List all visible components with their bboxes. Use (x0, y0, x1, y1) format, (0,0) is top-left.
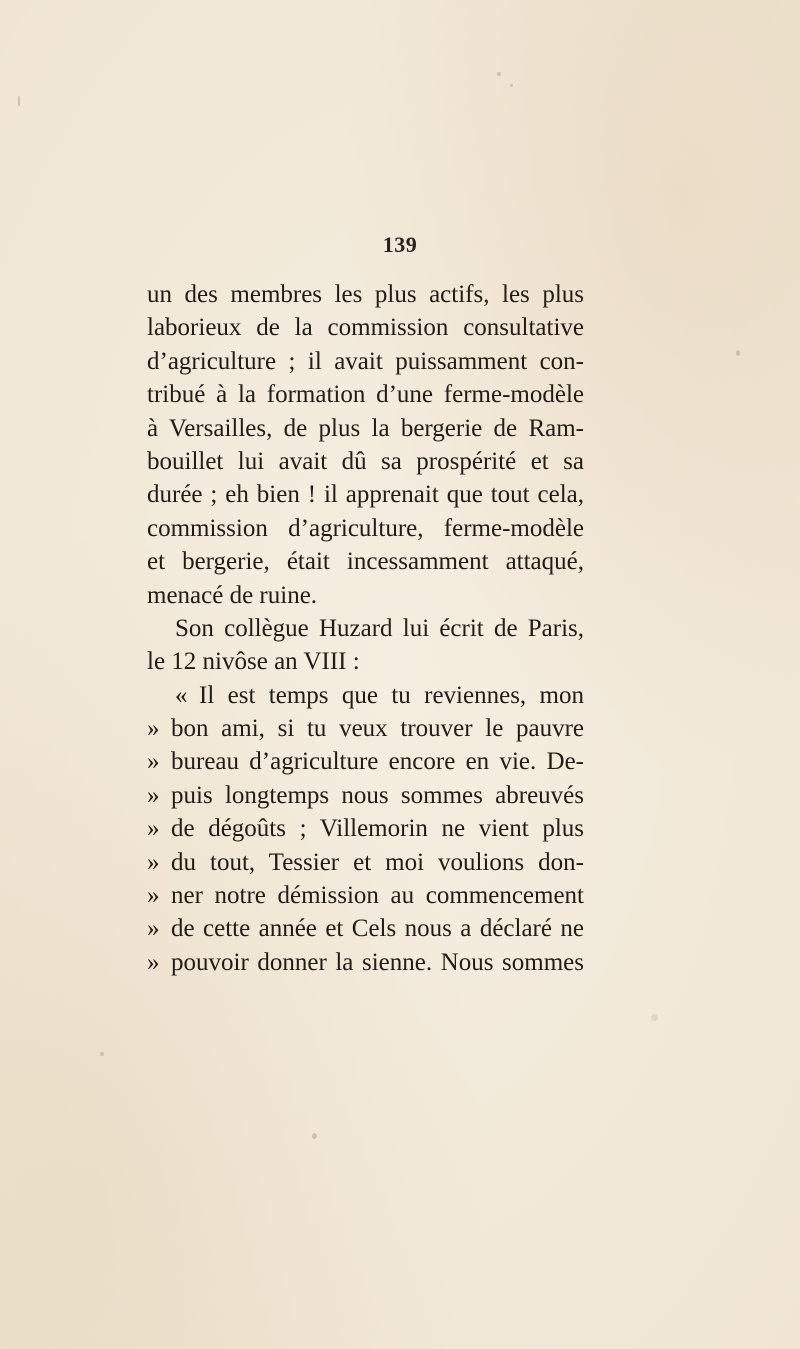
text-line: menacé de ruine. (147, 581, 318, 609)
quote-line (147, 946, 584, 979)
quote-mark: » (147, 915, 160, 943)
quote-mark: » (147, 882, 160, 910)
quote-line (147, 679, 584, 712)
quote-text: de cette année et Cels nous a déclaré ne (171, 915, 584, 943)
text-line: à Versailles, de plus la bergerie de Ram- (147, 414, 584, 442)
quote-line (147, 846, 584, 879)
text-line: durée ; eh bien ! il apprenait que tout cela, (147, 481, 584, 509)
quote-line (147, 745, 584, 778)
quote-text: bureau d’agriculture encore en vie. De- (171, 748, 584, 776)
text-line: un des membres les plus actifs, les plus (147, 281, 584, 308)
paper-speck (18, 96, 20, 106)
quote-text: ner notre démission au commencement (171, 882, 584, 910)
quote-line (147, 879, 584, 912)
paper-speck (510, 84, 513, 87)
paper-speck (736, 350, 740, 356)
quote-line (147, 712, 584, 745)
quote-mark: » (147, 848, 160, 876)
quote-mark: « (175, 681, 188, 709)
quote-line (147, 779, 584, 812)
quote-mark: » (147, 748, 160, 776)
text-line: bouillet lui avait dû sa prospérité et sa (147, 447, 584, 475)
quote-mark: » (147, 715, 160, 743)
quote-text: de dégoûts ; Villemorin ne vient plus (171, 815, 584, 843)
text-line: et bergerie, était incessamment attaqué, (147, 548, 584, 576)
page-number: 139 (382, 232, 418, 257)
text-line: tribué à la formation d’une ferme-modèle (147, 381, 584, 409)
quote-mark: » (147, 815, 160, 843)
paper-speck (312, 1133, 317, 1139)
quote-mark: » (147, 948, 160, 976)
text-line: laborieux de la commission consultative (147, 314, 584, 342)
paper-speck (497, 72, 501, 76)
quote-text: pouvoir donner la sienne. Nous sommes (171, 948, 584, 976)
quote-text: bon ami, si tu veux trouver le pauvre (171, 715, 584, 743)
quote-text: Il est temps que tu reviennes, mon (199, 681, 584, 709)
quote-line (147, 912, 584, 945)
quote-text: puis longtemps nous sommes abreuvés (171, 781, 584, 809)
text-line: d’agriculture ; il avait puissamment con- (147, 347, 584, 375)
text-line: le 12 nivôse an VIII : (147, 648, 360, 676)
text-line: commission d’agriculture, ferme-modèle (147, 514, 584, 542)
quote-text: du tout, Tessier et moi voulions don- (171, 848, 584, 876)
quote-mark: » (147, 781, 160, 809)
quote-line (147, 812, 584, 845)
paper-speck (100, 1052, 104, 1056)
text-line: Son collègue Huzard lui écrit de Paris, (175, 614, 584, 642)
body-text (147, 278, 584, 979)
paper-speck (651, 1014, 658, 1021)
